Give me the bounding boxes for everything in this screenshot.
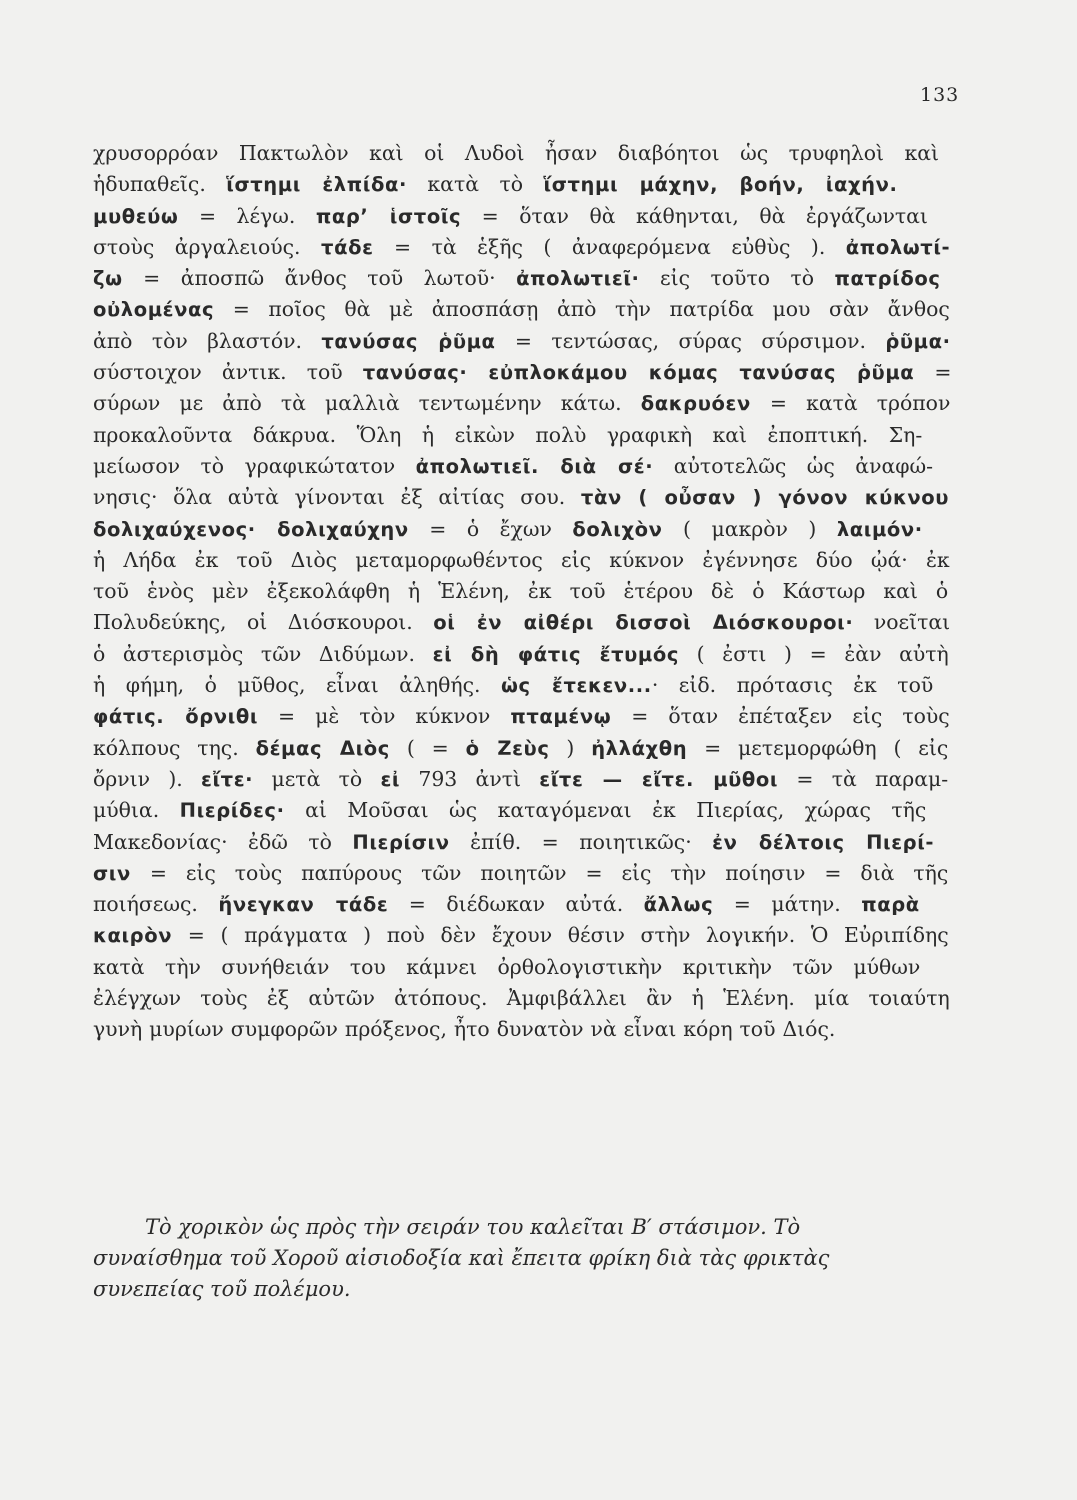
commentary-line bbox=[93, 920, 955, 951]
commentary-text: = ὁ ἔχων bbox=[408, 516, 573, 541]
lemma-term: μυθεύω bbox=[93, 204, 179, 228]
lemma-term: Πιερίδες· bbox=[179, 799, 285, 823]
lemma-term: ἵστημι μάχην, βοήν, ἰαχήν. bbox=[543, 173, 898, 197]
lemma-term: ἐν δέλτοις Πιερί- bbox=[712, 830, 935, 854]
commentary-text: = λέγω. bbox=[178, 203, 316, 228]
lemma-term: Πιερίσιν bbox=[352, 830, 450, 854]
commentary-line bbox=[93, 733, 955, 764]
lemma-term: ἀπολωτιεῖ. διὰ σέ· bbox=[415, 454, 654, 478]
commentary-text: = μάτην. bbox=[713, 892, 862, 917]
commentary-text: σύστοιχον ἀντικ. τοῦ bbox=[93, 360, 363, 385]
commentary-text: νησις· ὅλα αὐτὰ γίνονται ἐξ αἰτίας σου. bbox=[93, 485, 581, 510]
commentary-line bbox=[93, 326, 955, 357]
lemma-term: ὁ Ζεὺς bbox=[465, 736, 550, 760]
commentary-line bbox=[93, 138, 955, 169]
commentary-text: γυνὴ μυρίων συμφορῶν πρόξενος, ἦτο δυνατὸν νὰ εἶναι κόρη τοῦ Διός. bbox=[93, 1017, 836, 1042]
lemma-term: ἠλλάχθη bbox=[591, 736, 688, 760]
commentary-text: κατὰ τὸ bbox=[406, 172, 544, 197]
lemma-term: τὰν ( οὖσαν ) γόνον κύκνου bbox=[580, 486, 950, 510]
commentary-text: · εἰδ. πρότασις ἐκ τοῦ bbox=[651, 673, 934, 698]
commentary-line bbox=[93, 952, 955, 983]
lemma-term: δέμας Διὸς bbox=[255, 736, 390, 760]
commentary-text: ( = bbox=[389, 735, 466, 760]
commentary-text: αἱ Μοῦσαι ὡς καταγόμεναι ἐκ Πιερίας, χώρας τῆς bbox=[284, 798, 927, 823]
commentary-text: μύθια. bbox=[93, 798, 180, 823]
commentary-text: ἐπίθ. = ποιητικῶς· bbox=[449, 829, 713, 854]
commentary-text: προκαλοῦντα δάκρυα. Ὅλη ἡ εἰκὼν πολὺ γραφικὴ καὶ ἐποπτική. Ση- bbox=[93, 422, 923, 447]
commentary-line bbox=[93, 670, 955, 701]
summary-line: συναίσθημα τοῦ Χοροῦ αἰσιοδοξία καὶ ἔπειτα φρίκη διὰ τὰς φρικτὰς bbox=[93, 1246, 830, 1270]
lemma-term: παρ’ ἱστοῖς bbox=[315, 204, 462, 228]
commentary-text: ἐλέγχων τοὺς ἐξ αὐτῶν ἀτόπους. Ἀμφιβάλλει ἂν ἡ Ἑλένη. μία τοιαύτη bbox=[93, 986, 950, 1011]
commentary-text: ( μακρὸν ) bbox=[662, 516, 837, 541]
commentary-text: τοῦ ἑνὸς μὲν ἐξεκολάφθη ἡ Ἑλένη, ἐκ τοῦ ἑτέρου δὲ ὁ Κάστωρ καὶ ὁ bbox=[93, 579, 949, 604]
commentary-text: = τὰ ἑξῆς ( ἀναφερόμενα εὐθὺς ). bbox=[373, 234, 846, 259]
commentary-line bbox=[93, 701, 955, 732]
commentary-text: στοὺς ἀργαλειούς. bbox=[93, 234, 322, 259]
lemma-term: ἄλλως bbox=[643, 893, 714, 917]
lemma-term: ζω bbox=[93, 267, 123, 291]
commentary-text: ὁ ἀστερισμὸς τῶν Διδύμων. bbox=[93, 641, 433, 666]
commentary-line bbox=[93, 795, 955, 826]
commentary-line bbox=[93, 169, 955, 200]
lemma-term: οἱ ἐν αἰθέρι δισσοὶ Διόσκουροι· bbox=[433, 611, 854, 635]
commentary-text: = ὅταν θὰ κάθηνται, θὰ ἐργάζωνται bbox=[461, 203, 928, 228]
commentary-text: χρυσορρόαν Πακτωλὸν καὶ οἱ Λυδοὶ ἦσαν διαβόητοι ὡς τρυφηλοὶ καὶ bbox=[93, 141, 940, 165]
commentary-line bbox=[93, 764, 955, 795]
commentary-text: κατὰ τὴν συνήθειάν του κάμνει ὀρθολογιστικὴν κριτικὴν τῶν μύθων bbox=[93, 954, 921, 979]
commentary-body bbox=[93, 138, 955, 1046]
commentary-text: νοεῖται bbox=[853, 610, 951, 635]
commentary-line bbox=[93, 1014, 955, 1045]
lemma-term: ἀπολωτιεῖ· bbox=[516, 267, 640, 291]
commentary-text: ἡ Λήδα ἐκ τοῦ Διὸς μεταμορφωθέντος εἰς κύκνον ἐγέννησε δύο ᾠά· ἐκ bbox=[93, 547, 950, 572]
lemma-term: ῥῦμα· bbox=[885, 329, 951, 353]
commentary-line bbox=[93, 451, 955, 482]
commentary-line bbox=[93, 263, 955, 294]
lemma-term: τανύσας ῥῦμα bbox=[321, 329, 496, 353]
commentary-line bbox=[93, 482, 955, 513]
lemma-term: δακρυόεν bbox=[640, 392, 751, 416]
commentary-line bbox=[93, 514, 955, 545]
lemma-term: δολιχαύχενος· δολιχαύχην bbox=[93, 517, 409, 541]
lemma-term: ἀπολωτί- bbox=[845, 235, 951, 259]
lemma-term: φάτις. ὄρνιθι bbox=[93, 705, 259, 729]
lemma-term: εἴτε — εἴτε. μῦθοι bbox=[539, 767, 779, 791]
summary-line: Τὸ χορικὸν ὡς πρὸς τὴν σειράν του καλεῖται Β′ στάσιμον. Τὸ bbox=[145, 1215, 801, 1239]
lemma-term: ἵστημι ἐλπίδα· bbox=[226, 173, 407, 197]
commentary-text: ποιήσεως. bbox=[93, 892, 219, 917]
commentary-line bbox=[93, 576, 955, 607]
commentary-line bbox=[93, 294, 955, 325]
commentary-line bbox=[93, 889, 955, 920]
commentary-line bbox=[93, 827, 955, 858]
commentary-text: ἡδυπαθεῖς. bbox=[93, 172, 227, 197]
lemma-term: καιρὸν bbox=[93, 924, 173, 948]
commentary-line bbox=[93, 858, 955, 889]
lemma-term: σιν bbox=[93, 861, 131, 885]
commentary-text: ) bbox=[549, 735, 592, 760]
commentary-text: ἡ φήμη, ὁ μῦθος, εἶναι ἀληθής. bbox=[93, 673, 501, 698]
summary-paragraph bbox=[93, 1212, 955, 1305]
lemma-term: οὐλομένας bbox=[93, 298, 215, 322]
commentary-line bbox=[93, 388, 955, 419]
commentary-text: = διέδωκαν αὐτά. bbox=[388, 892, 644, 917]
commentary-line bbox=[93, 420, 955, 451]
commentary-line bbox=[93, 357, 955, 388]
commentary-text: εἰς τοῦτο τὸ bbox=[639, 266, 835, 291]
commentary-text: = μὲ τὸν κύκνον bbox=[258, 704, 511, 729]
commentary-text: Πολυδεύκης, οἱ Διόσκουροι. bbox=[93, 610, 434, 635]
commentary-text: 793 ἀντὶ bbox=[400, 766, 540, 791]
commentary-text: = εἰς τοὺς παπύρους τῶν ποιητῶν = εἰς τὴν ποίησιν = διὰ τῆς bbox=[130, 860, 949, 885]
commentary-text: μετὰ τὸ bbox=[253, 766, 381, 791]
commentary-text: ὄρνιν ). bbox=[93, 766, 202, 791]
commentary-line bbox=[93, 201, 955, 232]
commentary-text: = bbox=[914, 360, 952, 385]
commentary-line bbox=[93, 545, 955, 576]
commentary-text: = ἀποσπῶ ἄνθος τοῦ λωτοῦ· bbox=[122, 266, 517, 291]
commentary-line bbox=[93, 232, 955, 263]
commentary-text: = μετεμορφώθη ( εἰς bbox=[687, 735, 949, 760]
page-number: 133 bbox=[920, 84, 960, 106]
lemma-term: εἰ bbox=[380, 767, 401, 791]
lemma-term: τανύσας· εὐπλοκάμου κόμας τανύσας ῥῦμα bbox=[362, 361, 915, 385]
lemma-term: πταμένῳ bbox=[510, 705, 612, 729]
commentary-text: = τεντώσας, σύρας σύρσιμον. bbox=[495, 328, 886, 353]
commentary-text: = κατὰ τρόπον bbox=[750, 391, 951, 416]
commentary-text: ἀπὸ τὸν βλαστόν. bbox=[93, 328, 322, 353]
commentary-text: = ( πράγματα ) ποὺ δὲν ἔχουν θέσιν στὴν λογικήν. Ὁ Εὐριπίδης bbox=[172, 923, 949, 948]
commentary-text: = ὅταν ἐπέταξεν εἰς τοὺς bbox=[611, 704, 950, 729]
commentary-line bbox=[93, 607, 955, 638]
commentary-text: Μακεδονίας· ἐδῶ τὸ bbox=[93, 829, 353, 854]
lemma-term: εἴτε· bbox=[201, 767, 254, 791]
lemma-term: εἰ δὴ φάτις ἔτυμός bbox=[432, 642, 680, 666]
commentary-text: = ποῖος θὰ μὲ ἀποσπάσῃ ἀπὸ τὴν πατρίδα μου σὰν ἄνθος bbox=[214, 297, 950, 322]
lemma-term: λαιμόν· bbox=[836, 517, 923, 541]
commentary-text: σύρων με ἀπὸ τὰ μαλλιὰ τεντωμένην κάτω. bbox=[93, 391, 641, 416]
commentary-line bbox=[93, 983, 955, 1014]
commentary-text: ( ἐστι ) = ἐὰν αὐτὴ bbox=[679, 641, 949, 666]
commentary-text: αὐτοτελῶς ὡς ἀναφώ- bbox=[653, 453, 934, 478]
lemma-term: πατρίδος bbox=[834, 267, 941, 291]
lemma-term: ὡς ἔτεκεν... bbox=[500, 674, 652, 698]
lemma-term: παρὰ bbox=[861, 893, 920, 917]
commentary-line bbox=[93, 639, 955, 670]
commentary-text: = τὰ παραμ- bbox=[778, 766, 949, 791]
summary-line: συνεπείας τοῦ πολέμου. bbox=[93, 1277, 351, 1301]
lemma-term: τάδε bbox=[321, 235, 374, 259]
lemma-term: ἤνεγκαν τάδε bbox=[218, 893, 389, 917]
lemma-term: δολιχὸν bbox=[572, 517, 663, 541]
commentary-text: κόλπους της. bbox=[93, 735, 256, 760]
commentary-text: μείωσον τὸ γραφικώτατον bbox=[93, 453, 416, 478]
